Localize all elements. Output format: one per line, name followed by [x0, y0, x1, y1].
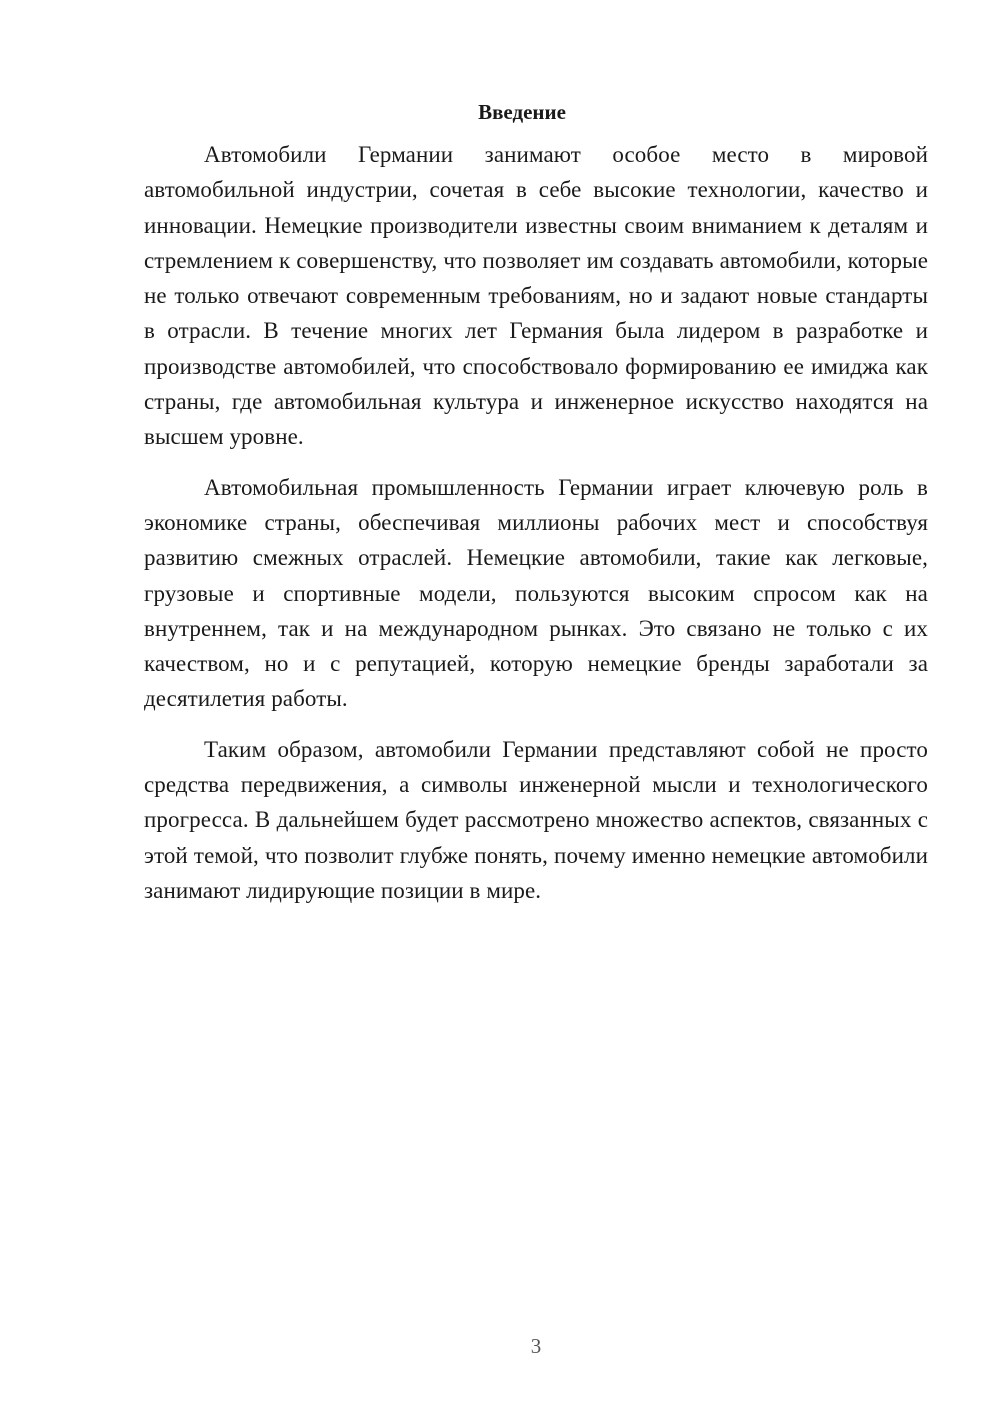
page-number-text: 3 [530, 1334, 542, 1358]
section-title [144, 96, 928, 128]
section-title-text: Введение [478, 100, 566, 124]
paragraph-1: Автомобили Германии занимают особое место в мировой автомобильной индустрии, сочетая в себе высокие технологии, качество и инновации. Немецкие производители известны своим вниманием к деталям и стремлением к совершенству, что позволяет им создавать автомобили, которые не только отвечают современным требованиям, но и задают новые стандарты в отрасли. В течение многих лет Германия была лидером в разработке и производстве автомобилей, что способствовало формированию ее имиджа как страны, где автомобильная культура и инженерное искусство находятся на высшем уровне. [144, 142, 928, 450]
paragraph-3: Таким образом, автомобили Германии представляют собой не просто средства передвижения, а символы инженерной мысли и технологического прогресса. В дальнейшем будет рассмотрено множество аспектов, связанных с этой темой, что позволит глубже понять, почему именно немецкие автомобили занимают лидирующие позиции в мире. [144, 736, 928, 903]
page-number [0, 1334, 1000, 1358]
paragraph-2: Автомобильная промышленность Германии играет ключевую роль в экономике страны, обеспечивая миллионы рабочих мест и способствуя развитию смежных отраслей. Немецкие автомобили, такие как легковые, грузовые и спортивные модели, пользуются высоким спросом как на внутреннем, так и на международном рынках. Это связано не только с их качеством, но и с репутацией, которую немецкие бренды заработали за десятилетия работы. [144, 474, 928, 712]
page-content [144, 96, 928, 908]
